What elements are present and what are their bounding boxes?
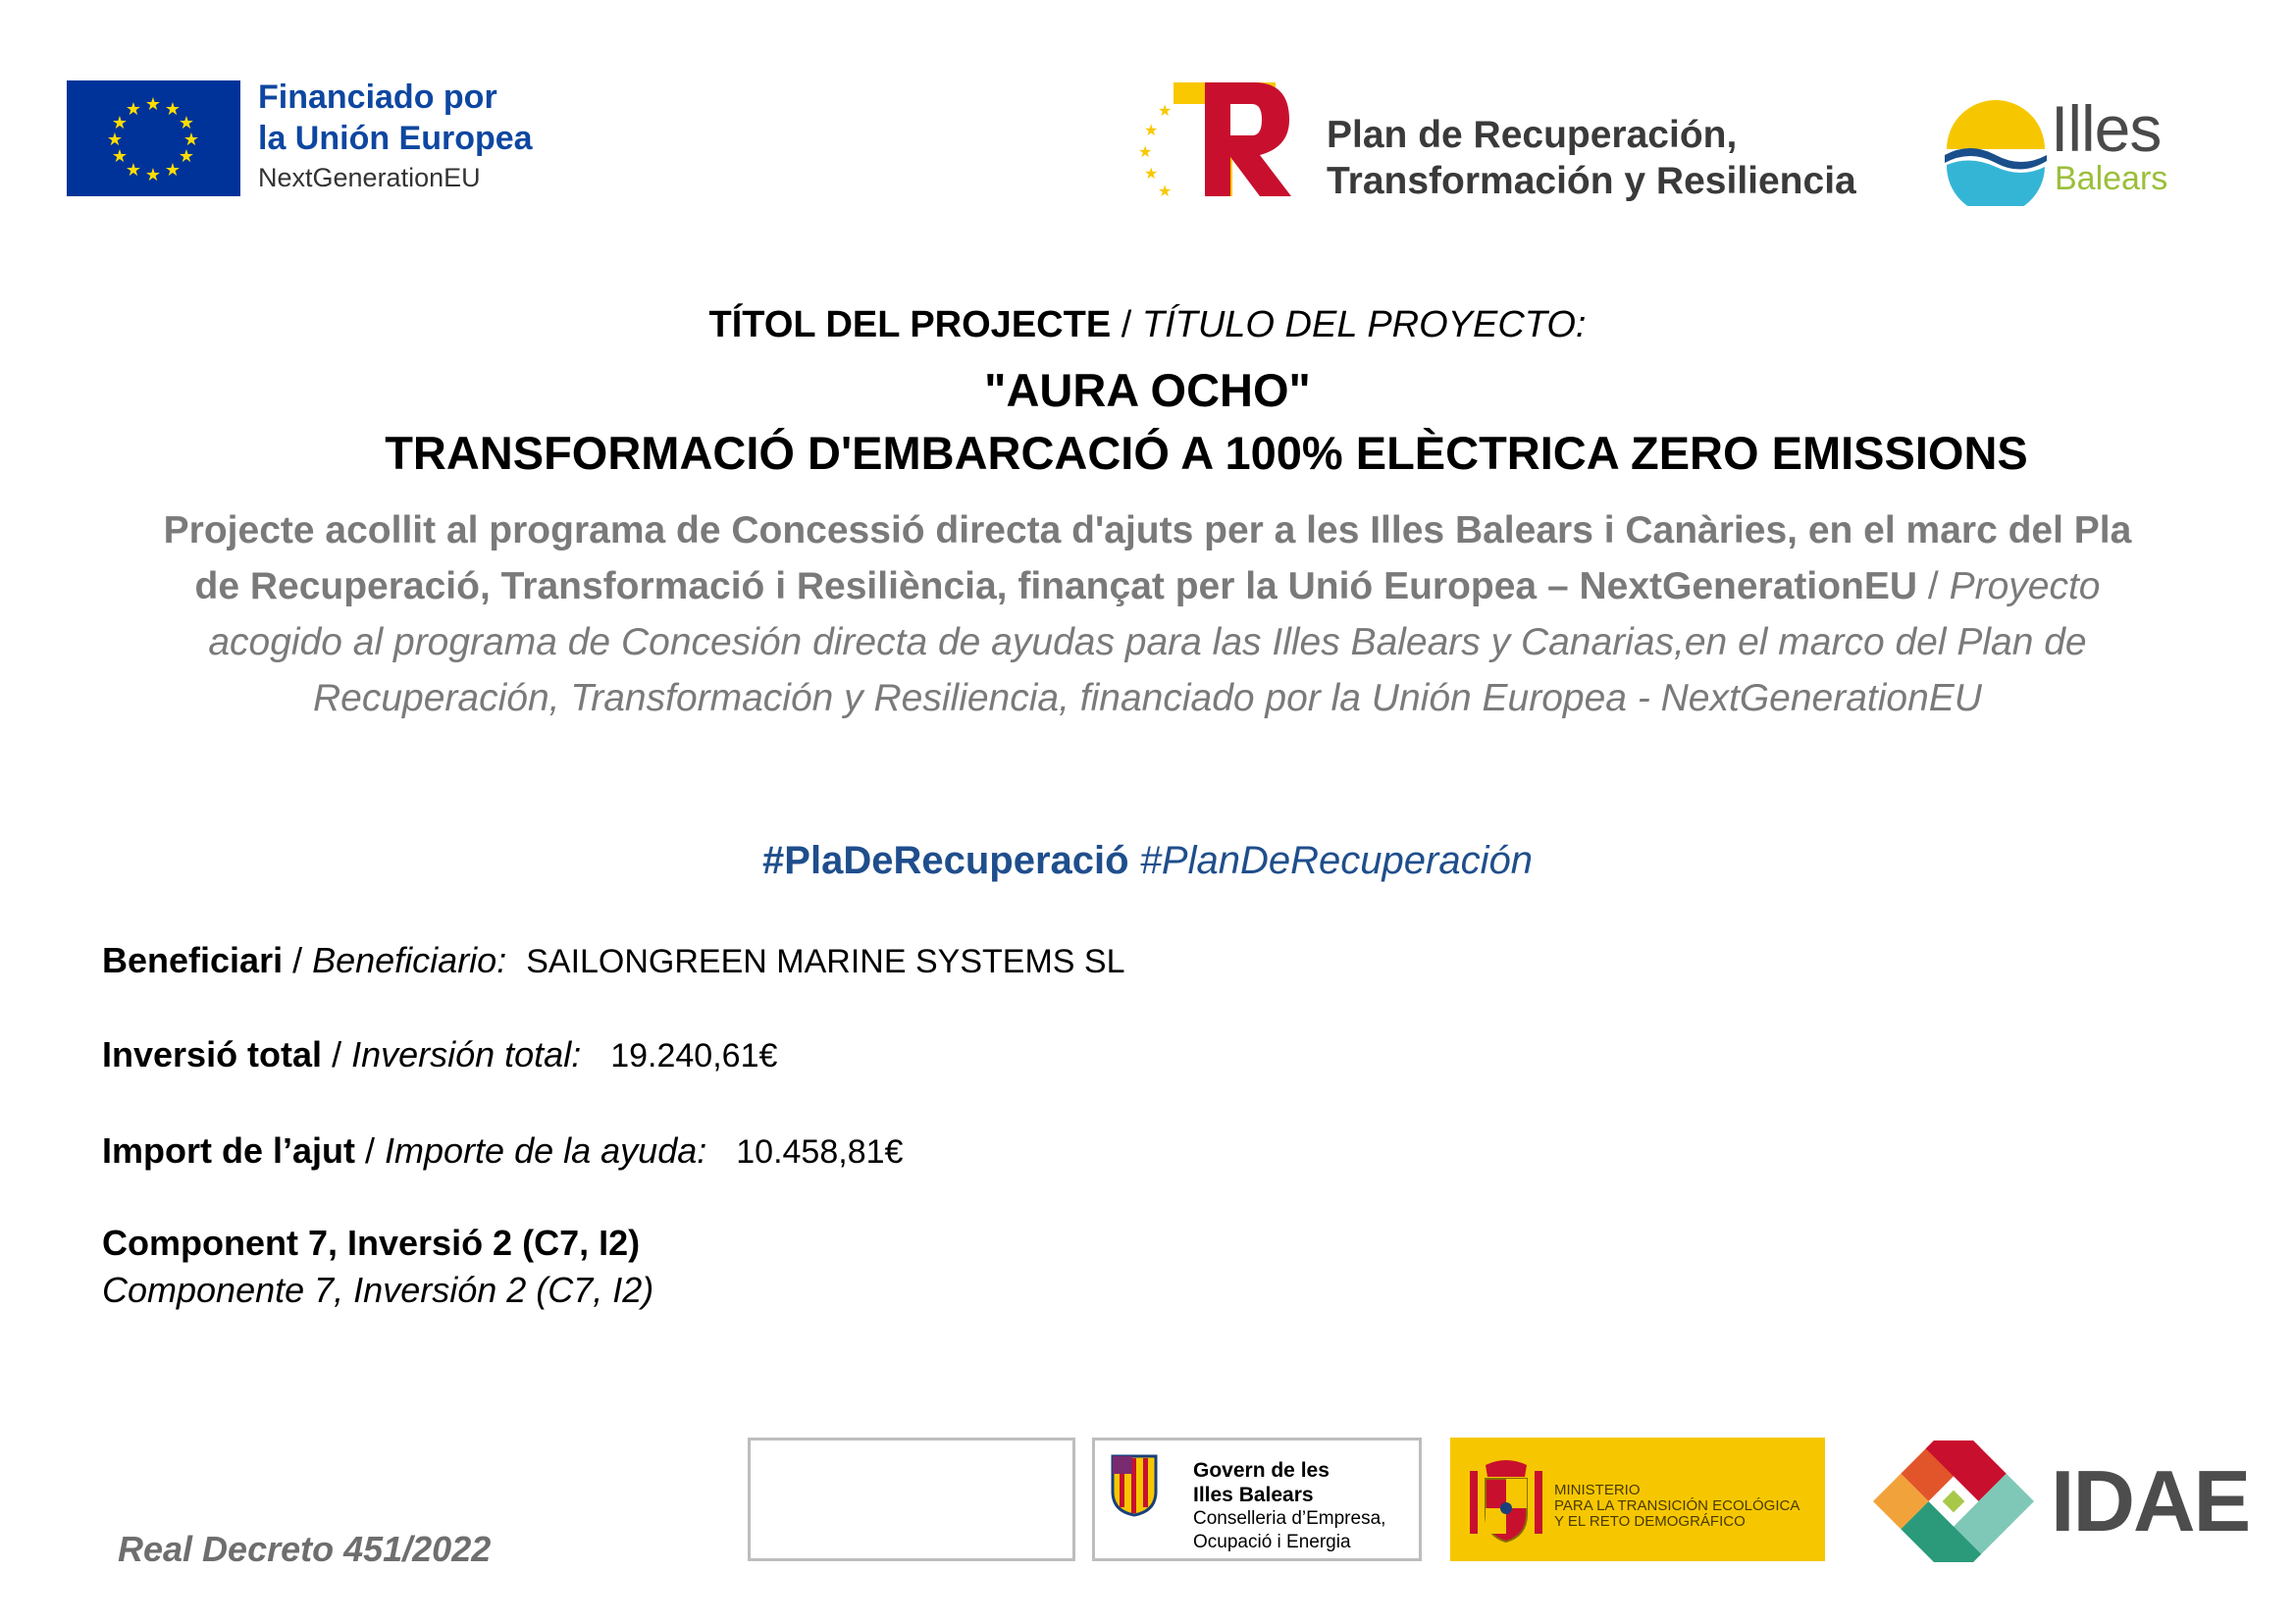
govern-line-4: Ocupació i Energia: [1193, 1532, 1351, 1552]
svg-text:★: ★: [1158, 182, 1173, 200]
beneficiary-separator: /: [283, 940, 313, 980]
ministry-line-3: Y EL RETO DEMOGRÁFICO: [1554, 1513, 1746, 1530]
project-name: "AURA OCHO": [984, 364, 1311, 416]
spain-crest-icon: [1462, 1455, 1550, 1545]
investment-label-ca: Inversió total: [102, 1034, 323, 1074]
component-es: Componente 7, Inversión 2 (C7, I2): [102, 1270, 654, 1310]
title-label-es: TÍTULO DEL PROYECTO:: [1141, 304, 1587, 345]
idae-emblem-icon: [1860, 1441, 2047, 1562]
project-title-label: [0, 302, 2295, 347]
aid-value: 10.458,81€: [736, 1133, 904, 1171]
project-description: TRANSFORMACIÓ D'EMBARCACIÓ A 100% ELÈCTRICA ZERO EMISSIONS: [385, 427, 2028, 479]
hashtags: [0, 836, 2295, 885]
illes-word: Illes: [2051, 92, 2162, 165]
svg-text:★: ★: [1144, 121, 1159, 139]
eu-flag-logo: [67, 80, 240, 196]
prtr-logo: [1136, 79, 1293, 201]
program-description: [147, 502, 2148, 726]
svg-text:★: ★: [111, 146, 129, 167]
svg-text:★: ★: [125, 160, 142, 181]
sun-sea-icon: [1941, 98, 2051, 206]
svg-text:★: ★: [1158, 101, 1173, 120]
investment-separator: /: [322, 1034, 352, 1074]
program-text-ca: Projecte acollit al programa de Concessió directa d'ajuts per a les Illes Balears i Canàries, en el marc del Pla de Recuperació, Transformació i Resiliència, finançat per la Unió Europea – NextGenerationEU: [163, 509, 2132, 607]
govern-text: [1193, 1458, 1385, 1554]
svg-text:★: ★: [178, 146, 195, 167]
govern-line-3: Conselleria d’Empresa,: [1193, 1508, 1386, 1529]
balears-word: Balears: [2055, 160, 2168, 197]
investment-value: 19.240,61€: [610, 1037, 778, 1074]
title-separator: /: [1111, 304, 1142, 345]
govern-illes-balears-logo: [1092, 1438, 1422, 1561]
govern-line-1: Govern de les: [1193, 1459, 1330, 1482]
svg-text:★: ★: [1138, 142, 1153, 161]
illes-balears-text: [2051, 92, 2168, 197]
beneficiary-row: [102, 938, 1124, 984]
program-text-es: Proyecto acogido al programa de Concesión directa de ayudas para las Illes Balears y Canarias,en el marco del Plan de Recuperación, Transformación y Resiliencia, financiado por la Unión Europea - NextGenerationEU: [208, 565, 2101, 719]
svg-text:★: ★: [144, 165, 162, 185]
investment-row: [102, 1032, 777, 1078]
prtr-line-2: Transformación y Resiliencia: [1327, 160, 1856, 202]
prtr-line-1: Plan de Recuperación,: [1327, 114, 1738, 156]
svg-text:★: ★: [164, 160, 182, 181]
svg-text:★: ★: [1144, 164, 1159, 183]
program-separator: /: [1917, 565, 1950, 607]
govern-line-2: Illes Balears: [1193, 1484, 1314, 1506]
idae-wordmark: IDAE: [2051, 1452, 2250, 1549]
component-ca: Component 7, Inversió 2 (C7, I2): [102, 1223, 641, 1263]
eu-funding-text: [258, 77, 592, 196]
eu-line-3: NextGenerationEU: [258, 163, 481, 192]
investment-label-es: Inversión total:: [351, 1034, 582, 1074]
eu-line-2: la Unión Europea: [258, 120, 533, 157]
illes-balears-logo: [1941, 98, 2051, 206]
svg-text:★: ★: [164, 99, 182, 120]
svg-text:★: ★: [144, 94, 162, 115]
aid-label-ca: Import de l’ajut: [102, 1130, 356, 1171]
hashtag-es: #PlanDeRecuperación: [1139, 839, 1533, 882]
prtr-monogram-icon: [1136, 79, 1293, 201]
aid-row: [102, 1128, 903, 1175]
svg-text:★: ★: [111, 113, 129, 133]
beneficiary-label-es: Beneficiario:: [312, 940, 507, 980]
aid-label-es: Importe de la ayuda:: [385, 1130, 707, 1171]
eu-line-1: Financiado por: [258, 79, 497, 116]
beneficiary-value: SAILONGREEN MARINE SYSTEMS SL: [526, 943, 1125, 980]
beneficiary-label-ca: Beneficiari: [102, 940, 284, 980]
ministry-text: [1554, 1483, 1799, 1530]
svg-text:★: ★: [125, 99, 142, 120]
svg-text:★: ★: [178, 113, 195, 133]
svg-text:★: ★: [106, 130, 124, 150]
govern-shield-icon: [1111, 1454, 1158, 1517]
decree-label: Real Decreto 451/2022: [118, 1529, 492, 1569]
eu-stars-icon: [67, 80, 240, 196]
aid-separator: /: [355, 1130, 386, 1171]
title-label-ca: TÍTOL DEL PROJECTE: [708, 304, 1112, 345]
ministry-logo: [1450, 1438, 1825, 1561]
prtr-text: [1327, 112, 1935, 204]
ministry-line-1: MINISTERIO: [1554, 1482, 1641, 1498]
ministry-line-2: PARA LA TRANSICIÓN ECOLÓGICA: [1554, 1497, 1800, 1514]
empty-logo-box: [748, 1438, 1075, 1561]
hashtag-ca: #PlaDeRecuperació: [762, 839, 1129, 882]
svg-text:★: ★: [183, 130, 200, 150]
